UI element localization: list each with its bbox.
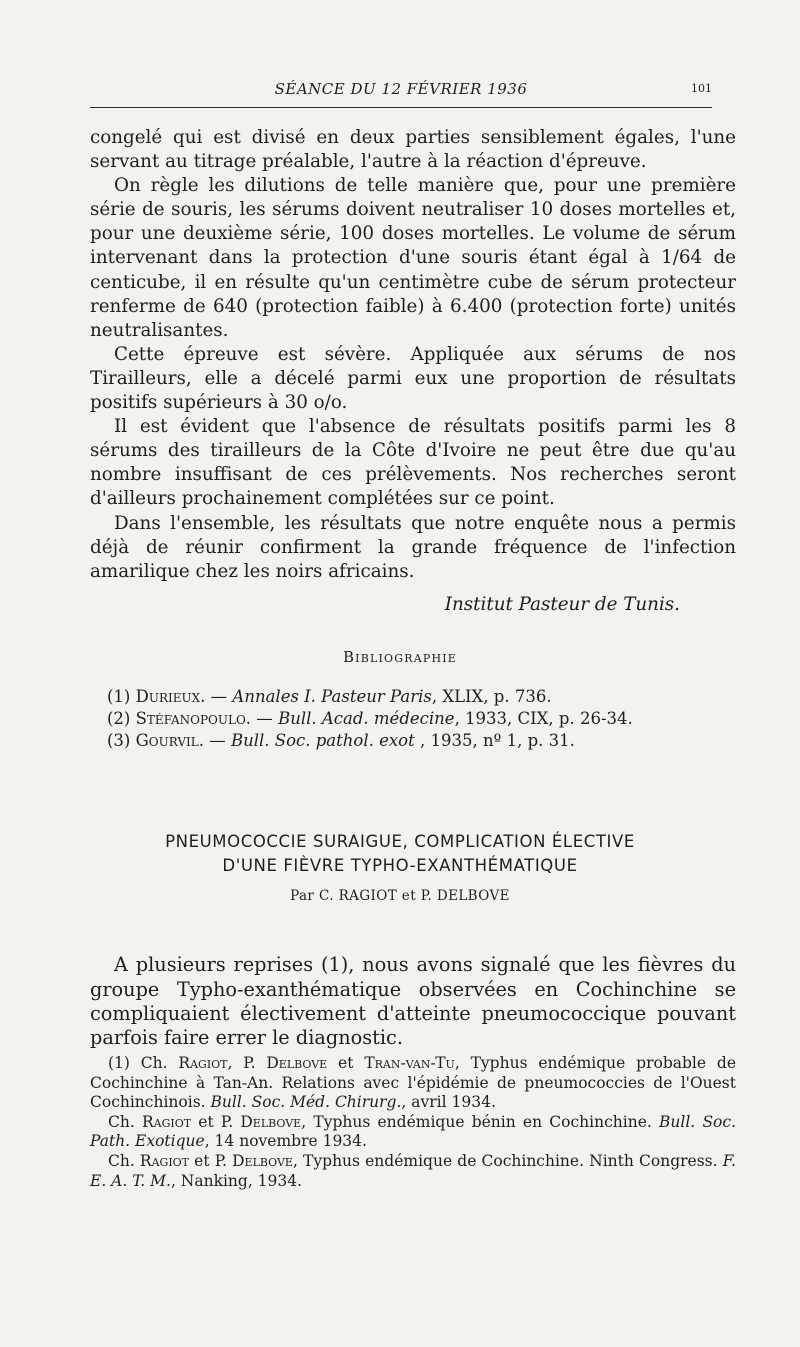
footnote-author: Ragiot bbox=[178, 1054, 228, 1072]
reference-journal: Bull. Acad. médecine bbox=[278, 709, 455, 728]
paragraph-3: Cette épreuve est sévère. Appliquée aux sérums de nos Tirailleurs, elle a décelé parmi eux une proportion de résultats positifs supérieurs à 30 o/o. bbox=[90, 343, 736, 414]
footnote-1: (1) Ch. Ragiot, P. Delbove et Tran-van-Tu, Typhus endémique probable de Cochinchine à Tan-An. Relations avec l'épidémie de pneumococcies de l'Ouest Cochinchinois. Bull. Soc. Méd. Chirurg., avril 1934. bbox=[90, 1054, 736, 1112]
reference-details: , 1935, nº 1, p. 31. bbox=[414, 731, 575, 750]
reference-number: (1) bbox=[107, 687, 131, 706]
footnote-author: Delbove bbox=[232, 1151, 293, 1170]
reference-item bbox=[107, 708, 747, 730]
bibliography-list bbox=[107, 686, 747, 752]
reference-details: , XLIX, p. 736. bbox=[431, 687, 552, 706]
footnote-journal: Bull. Soc. Méd. Chirurg. bbox=[210, 1093, 402, 1112]
reference-author: Stéfanopoulo. bbox=[135, 709, 252, 728]
header-rule bbox=[90, 107, 712, 108]
reference-journal: Bull. Soc. pathol. exot bbox=[230, 731, 415, 750]
reference-item bbox=[107, 686, 747, 708]
page-number: 101 bbox=[691, 82, 712, 95]
article-title-line-2: D'UNE FIÈVRE TYPHO-EXANTHÉMATIQUE bbox=[222, 856, 578, 875]
paragraph-5: Dans l'ensemble, les résultats que notre enquête nous a permis déjà de réunir confirment la grande fréquence de l'infection amarilique chez les noirs africains. bbox=[90, 512, 736, 582]
body-text bbox=[90, 126, 736, 584]
reference-separator: — bbox=[205, 687, 233, 706]
reference-number: (2) bbox=[107, 709, 131, 728]
footnote-author: Delbove bbox=[266, 1054, 328, 1072]
article-title bbox=[0, 830, 800, 878]
paragraph-2: On règle les dilutions de telle manière que, pour une première série de souris, les sérums doivent neutraliser 10 doses mortelles et, pour une deuxième série, 100 doses mortelles. Le volume de sérum intervenant dans la protection d'une souris étant égal à 1/64 de centicube, il en résulte qu'un centimètre cube de sérum protecteur renferme de 640 (protection faible) à 6.400 (protection forte) unités neutralisantes. bbox=[90, 175, 736, 341]
footnote-2: Ch. Ragiot et P. Delbove, Typhus endémique bénin en Cochinchine. Bull. Soc. Path. Exotique, 14 novembre 1934. bbox=[90, 1112, 736, 1151]
footnote-author: Delbove bbox=[240, 1112, 302, 1131]
institution-signature: Institut Pasteur de Tunis. bbox=[444, 594, 680, 615]
paragraph-1: congelé qui est divisé en deux parties sensiblement égales, l'une servant au titrage préalable, l'autre à la réaction d'épreuve. bbox=[90, 127, 736, 173]
footnotes bbox=[90, 1054, 736, 1191]
bibliography-heading: Bibliographie bbox=[342, 648, 458, 666]
reference-number: (3) bbox=[107, 731, 131, 750]
article-intro-paragraph: A plusieurs reprises (1), nous avons signalé que les fièvres du groupe Typho-exanthématique observées en Cochinchine se compliquaient électivement d'atteinte pneumococcique pouvant parfois faire errer le diagnostic. bbox=[90, 953, 736, 1049]
footnote-journal: F. E. A. T. M. bbox=[90, 1151, 736, 1190]
reference-author: Gourvil. bbox=[135, 731, 204, 750]
reference-details: , 1933, CIX, p. 26-34. bbox=[454, 709, 633, 728]
reference-separator: — bbox=[203, 731, 231, 750]
reference-author: Durieux. bbox=[135, 687, 206, 706]
footnote-journal: Bull. Soc. Path. Exotique bbox=[90, 1112, 736, 1151]
page-header bbox=[90, 80, 712, 102]
footnote-3: Ch. Ragiot et P. Delbove, Typhus endémique de Cochinchine. Ninth Congress. F. E. A. T. M., Nanking, 1934. bbox=[90, 1151, 736, 1190]
reference-journal: Annales I. Pasteur Paris bbox=[232, 687, 432, 706]
paragraph-4: Il est évident que l'absence de résultats positifs parmi les 8 sérums des tirailleurs de la Côte d'Ivoire ne peut être due qu'au nombre insuffisant de ces prélèvements. Nos recherches seront d'ailleurs prochainement complétées sur ce point. bbox=[90, 416, 736, 510]
footnote-author: Ragiot bbox=[141, 1112, 192, 1131]
footnote-author: Tran-van-Tu bbox=[364, 1054, 455, 1072]
running-head: SÉANCE DU 12 FÉVRIER 1936 bbox=[274, 80, 528, 98]
article-title-line-1: PNEUMOCOCCIE SURAIGUE, COMPLICATION ÉLECTIVE bbox=[165, 832, 635, 851]
reference-item bbox=[107, 730, 747, 752]
footnote-author: Ragiot bbox=[139, 1151, 190, 1170]
reference-separator: — bbox=[251, 709, 279, 728]
article-authors: Par C. RAGIOT et P. DELBOVE bbox=[290, 888, 510, 904]
